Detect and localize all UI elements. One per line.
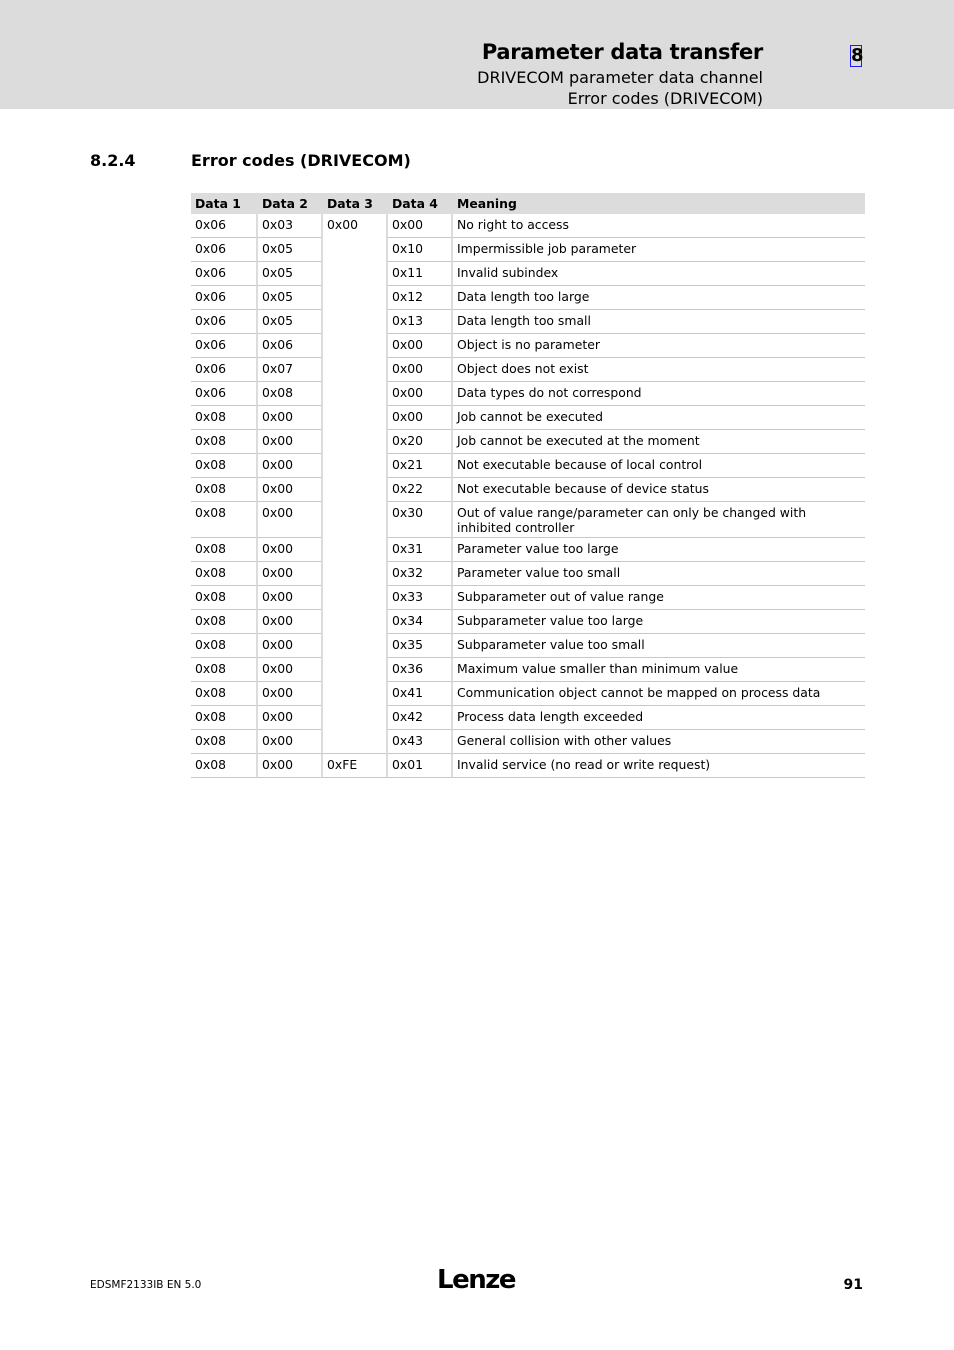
column-header-data4: Data 4 [386, 193, 451, 214]
cell-data1: 0x08 [191, 706, 256, 730]
cell-data1: 0x06 [191, 214, 256, 238]
cell-data1: 0x06 [191, 334, 256, 358]
cell-data3 [321, 682, 386, 706]
cell-data1: 0x08 [191, 658, 256, 682]
cell-data4: 0x30 [386, 502, 451, 538]
cell-data4: 0x33 [386, 586, 451, 610]
cell-data4: 0x13 [386, 310, 451, 334]
cell-data3 [321, 730, 386, 754]
table-row [191, 502, 865, 538]
cell-data3 [321, 286, 386, 310]
cell-data3 [321, 706, 386, 730]
cell-data4: 0x00 [386, 334, 451, 358]
header-band [0, 0, 954, 109]
cell-data2: 0x00 [256, 706, 321, 730]
table-row [191, 214, 865, 238]
cell-meaning: Subparameter out of value range [451, 586, 865, 610]
cell-data3: 0x00 [321, 214, 386, 238]
cell-data4: 0x21 [386, 454, 451, 478]
table-row [191, 586, 865, 610]
cell-data1: 0x06 [191, 358, 256, 382]
cell-data1: 0x08 [191, 406, 256, 430]
cell-data1: 0x06 [191, 238, 256, 262]
cell-data4: 0x35 [386, 634, 451, 658]
column-header-meaning: Meaning [451, 193, 865, 214]
table-row [191, 238, 865, 262]
cell-meaning: General collision with other values [451, 730, 865, 754]
cell-data2: 0x00 [256, 430, 321, 454]
cell-meaning: Data types do not correspond [451, 382, 865, 406]
cell-data4: 0x31 [386, 538, 451, 562]
table-row [191, 610, 865, 634]
cell-data4: 0x20 [386, 430, 451, 454]
cell-data2: 0x00 [256, 538, 321, 562]
cell-meaning: Maximum value smaller than minimum value [451, 658, 865, 682]
cell-data3 [321, 658, 386, 682]
cell-data3 [321, 610, 386, 634]
page-number: 91 [843, 1277, 863, 1293]
cell-data1: 0x06 [191, 286, 256, 310]
cell-data1: 0x08 [191, 454, 256, 478]
cell-data3 [321, 310, 386, 334]
cell-data1: 0x08 [191, 610, 256, 634]
cell-data2: 0x06 [256, 334, 321, 358]
page-header-subsection: Error codes (DRIVECOM) [567, 89, 763, 108]
cell-meaning: Invalid service (no read or write request) [451, 754, 865, 778]
cell-data3: 0xFE [321, 754, 386, 778]
cell-data4: 0x36 [386, 658, 451, 682]
cell-data4: 0x00 [386, 214, 451, 238]
cell-data1: 0x08 [191, 682, 256, 706]
cell-data4: 0x00 [386, 358, 451, 382]
table-row [191, 706, 865, 730]
cell-data4: 0x01 [386, 754, 451, 778]
cell-data3 [321, 478, 386, 502]
cell-data2: 0x00 [256, 658, 321, 682]
cell-data2: 0x00 [256, 562, 321, 586]
cell-data2: 0x00 [256, 478, 321, 502]
cell-meaning: Object does not exist [451, 358, 865, 382]
cell-data1: 0x06 [191, 262, 256, 286]
cell-data3 [321, 406, 386, 430]
cell-data2: 0x08 [256, 382, 321, 406]
table-row [191, 634, 865, 658]
cell-data3 [321, 382, 386, 406]
page-header-title: Parameter data transfer [481, 40, 763, 64]
cell-meaning: No right to access [451, 214, 865, 238]
cell-data2: 0x00 [256, 610, 321, 634]
table-row [191, 310, 865, 334]
chapter-number-link[interactable]: 8 [851, 45, 864, 66]
table-row [191, 562, 865, 586]
cell-meaning: Invalid subindex [451, 262, 865, 286]
cell-data2: 0x05 [256, 262, 321, 286]
cell-data4: 0x41 [386, 682, 451, 706]
cell-meaning: Subparameter value too large [451, 610, 865, 634]
table-row [191, 730, 865, 754]
cell-data3 [321, 334, 386, 358]
cell-meaning: Object is no parameter [451, 334, 865, 358]
cell-meaning: Data length too small [451, 310, 865, 334]
table-row [191, 754, 865, 778]
cell-meaning: Communication object cannot be mapped on process data [451, 682, 865, 706]
cell-meaning: Data length too large [451, 286, 865, 310]
cell-meaning: Out of value range/parameter can only be changed with inhibited controller [451, 502, 865, 538]
cell-data2: 0x00 [256, 730, 321, 754]
cell-data3 [321, 634, 386, 658]
cell-meaning: Process data length exceeded [451, 706, 865, 730]
cell-meaning: Not executable because of local control [451, 454, 865, 478]
column-header-data3: Data 3 [321, 193, 386, 214]
cell-meaning: Not executable because of device status [451, 478, 865, 502]
section-number: 8.2.4 [90, 151, 136, 170]
table-row [191, 658, 865, 682]
cell-data4: 0x32 [386, 562, 451, 586]
cell-data2: 0x00 [256, 586, 321, 610]
cell-data3 [321, 586, 386, 610]
cell-data2: 0x00 [256, 406, 321, 430]
cell-data3 [321, 238, 386, 262]
cell-data4: 0x11 [386, 262, 451, 286]
table-row [191, 454, 865, 478]
cell-data3 [321, 430, 386, 454]
cell-data3 [321, 358, 386, 382]
cell-data3 [321, 538, 386, 562]
cell-meaning: Impermissible job parameter [451, 238, 865, 262]
cell-meaning: Job cannot be executed at the moment [451, 430, 865, 454]
column-header-data1: Data 1 [191, 193, 256, 214]
cell-data1: 0x08 [191, 502, 256, 538]
cell-data1: 0x08 [191, 478, 256, 502]
cell-data1: 0x08 [191, 538, 256, 562]
cell-data1: 0x08 [191, 754, 256, 778]
section-title: Error codes (DRIVECOM) [191, 151, 411, 170]
error-codes-table [191, 193, 865, 778]
table-row [191, 358, 865, 382]
table-row [191, 262, 865, 286]
lenze-logo: Lenze [437, 1265, 515, 1295]
table-row [191, 682, 865, 706]
column-header-data2: Data 2 [256, 193, 321, 214]
cell-data2: 0x00 [256, 634, 321, 658]
cell-data4: 0x22 [386, 478, 451, 502]
cell-data2: 0x05 [256, 238, 321, 262]
table-row [191, 406, 865, 430]
cell-data2: 0x05 [256, 310, 321, 334]
table-row [191, 286, 865, 310]
table-row [191, 334, 865, 358]
cell-data4: 0x34 [386, 610, 451, 634]
cell-data1: 0x06 [191, 382, 256, 406]
cell-data1: 0x08 [191, 634, 256, 658]
cell-data4: 0x00 [386, 406, 451, 430]
cell-data1: 0x08 [191, 586, 256, 610]
cell-data3 [321, 502, 386, 538]
table-row [191, 382, 865, 406]
cell-meaning: Subparameter value too small [451, 634, 865, 658]
cell-data1: 0x08 [191, 730, 256, 754]
cell-data2: 0x00 [256, 454, 321, 478]
cell-data4: 0x00 [386, 382, 451, 406]
cell-data2: 0x07 [256, 358, 321, 382]
cell-meaning: Job cannot be executed [451, 406, 865, 430]
cell-data2: 0x05 [256, 286, 321, 310]
cell-meaning: Parameter value too small [451, 562, 865, 586]
table-row [191, 538, 865, 562]
table-row [191, 430, 865, 454]
cell-data2: 0x00 [256, 502, 321, 538]
cell-data3 [321, 562, 386, 586]
cell-data3 [321, 262, 386, 286]
cell-data2: 0x00 [256, 682, 321, 706]
cell-data4: 0x10 [386, 238, 451, 262]
cell-data1: 0x06 [191, 310, 256, 334]
cell-data4: 0x42 [386, 706, 451, 730]
page-header-subtitle: DRIVECOM parameter data channel [477, 68, 763, 87]
cell-data1: 0x08 [191, 562, 256, 586]
cell-data4: 0x12 [386, 286, 451, 310]
cell-meaning: Parameter value too large [451, 538, 865, 562]
cell-data1: 0x08 [191, 430, 256, 454]
cell-data2: 0x03 [256, 214, 321, 238]
table-header-row [191, 193, 865, 214]
cell-data3 [321, 454, 386, 478]
cell-data2: 0x00 [256, 754, 321, 778]
document-id: EDSMF2133IB EN 5.0 [90, 1279, 202, 1291]
cell-data4: 0x43 [386, 730, 451, 754]
table-row [191, 478, 865, 502]
